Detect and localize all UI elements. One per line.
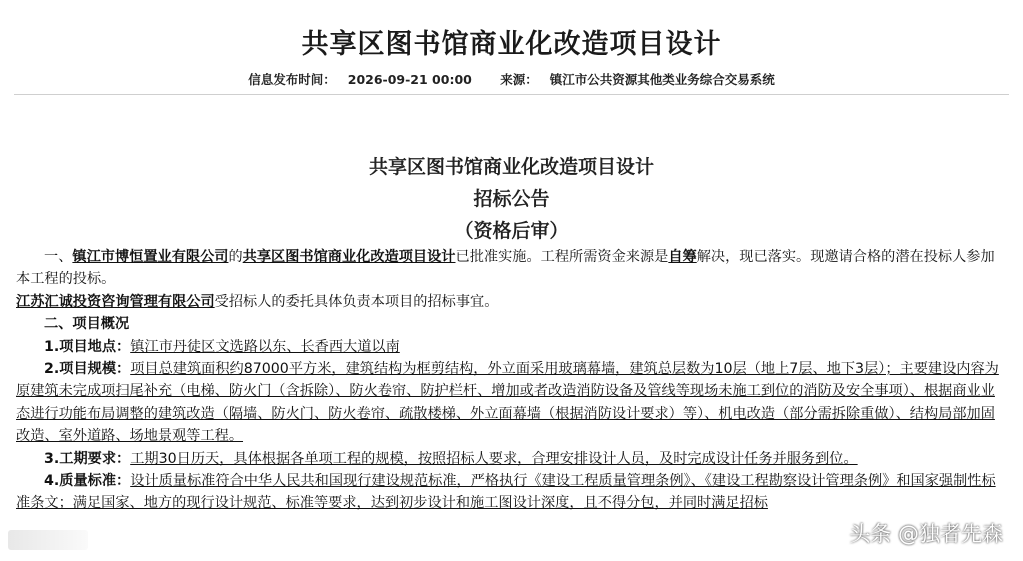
doc-title: 共享区图书馆商业化改造项目设计 <box>368 156 654 178</box>
item1-label: 1.项目地点： <box>44 338 131 355</box>
owner-name: 镇江市博恒置业有限公司 <box>72 249 229 265</box>
fund-source: 自筹 <box>668 249 697 265</box>
project-name: 共享区图书馆商业化改造项目设计 <box>242 249 456 265</box>
publish-label: 信息发布时间： <box>248 72 336 87</box>
doc-subtitle: 招标公告 <box>473 188 550 210</box>
doc-qualification: （资格后审） <box>454 220 569 242</box>
watermark-logo <box>8 530 88 550</box>
item1-text: 镇江市丹徒区文选路以东、长香西大道以南 <box>130 338 400 355</box>
item2-label: 2.项目规模： <box>44 361 131 378</box>
p2-text: 受招标人的委托具体负责本项目的招标事宜。 <box>214 293 499 310</box>
page-title: 共享区图书馆商业化改造项目设计 <box>301 29 722 60</box>
source-value: 镇江市公共资源其他类业务综合交易系统 <box>549 72 775 87</box>
p1-mid: 的 <box>228 249 243 265</box>
source <box>494 72 781 87</box>
item-duration <box>16 448 1006 470</box>
p1-prefix: 一、 <box>44 249 73 265</box>
item2-text: 项目总建筑面积约87000平方米，建筑结构为框剪结构，外立面采用玻璃幕墙，建筑总层数为10层（地上7层、地下3层）；主要建设内容为原建筑未完成项扫尾补充（电梯、防火门（含拆除）、防火卷帘、防护栏杆、增加或者改造消防设备及管线等现场未施工到位的消防及安全事项）、根据商业业态进行功能布局调整的建筑改造（隔墙、防火门、防火卷帘、疏散楼梯、外立面幕墙（根据消防设计要求）等）、机电改造（部分需拆除重做）、结构局部加固改造、室外道路、场地景观等工程。 <box>16 361 999 445</box>
watermark: 头条 @独者先森 <box>849 522 1003 546</box>
agent-name: 江苏汇诚投资咨询管理有限公司 <box>16 293 215 310</box>
paragraph-intro <box>16 246 1006 291</box>
header-divider <box>14 94 1009 95</box>
source-label: 来源： <box>500 72 538 87</box>
publish-time-value: 2026-09-21 00:00 <box>347 72 472 87</box>
item-scale <box>16 358 1006 448</box>
publish-time <box>242 72 478 87</box>
item3-text: 工期30日历天，具体根据各单项工程的规模，按照招标人要求，合理安排设计人员，及时完成设计任务并服务到位。 <box>130 450 858 467</box>
section-heading: 二、项目概况 <box>44 316 130 333</box>
p1-text2: 解决，现已落实。现邀请合格的潜在投标人参加本工程的投标。 <box>16 249 995 288</box>
publish-meta <box>0 70 1023 88</box>
paragraph-agent <box>16 291 1006 313</box>
item4-label: 4.质量标准： <box>44 473 131 490</box>
item-location <box>16 336 1006 358</box>
item3-label: 3.工期要求： <box>44 450 131 467</box>
item4-text: 设计质量标准符合中华人民共和国现行建设规范标准，严格执行《建设工程质量管理条例》、《建设工程勘察设计管理条例》和国家强制性标准条文；满足国家、地方的现行设计规范、标准等要求，达到初步设计和施工图设计深度，且不得分包，并同时满足招标 <box>16 473 996 512</box>
announcement-body <box>16 246 1006 515</box>
item-quality <box>16 470 1006 515</box>
p1-text1: 已批准实施。工程所需资金来源是 <box>455 249 669 265</box>
